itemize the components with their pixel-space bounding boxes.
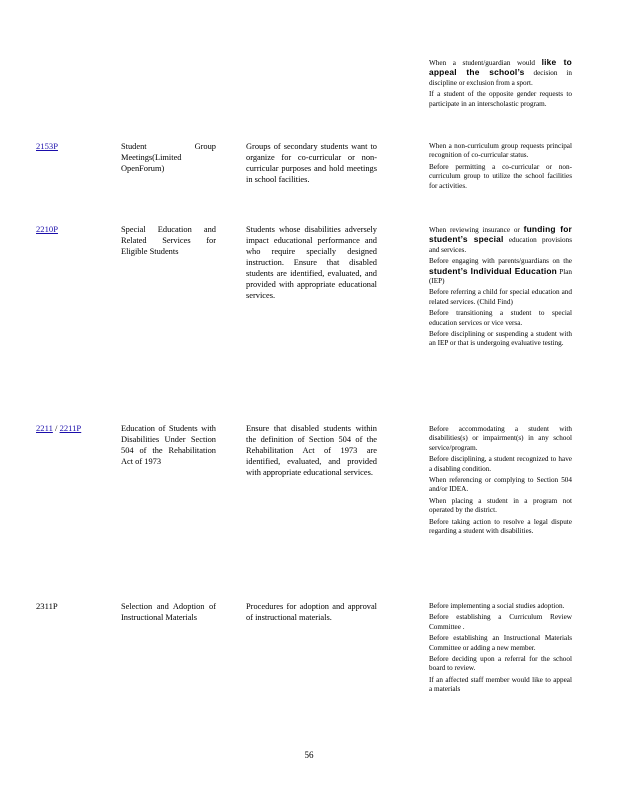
page-number: 56 — [304, 750, 314, 760]
bullet-marker-icon — [418, 257, 429, 286]
bullet-marker-icon — [418, 425, 429, 453]
when-bullet — [418, 58, 572, 88]
bullet-text: Before establishing a Curriculum Review Committee . — [429, 613, 572, 631]
policy-title: Student Group Meetings(Limited OpenForum) — [121, 142, 216, 173]
when-bullet — [418, 676, 572, 695]
bullet-text: When placing a student in a program not operated by the district. — [429, 496, 572, 515]
bullet-text: Before disciplining or suspending a student with an IEP or that is undergoing evaluative testing. — [429, 330, 572, 348]
policy-title: Selection and Adoption of Instructional Materials — [121, 602, 216, 622]
when-bullet — [418, 257, 572, 286]
bullet-marker-icon — [418, 330, 429, 349]
bullet-marker-icon — [418, 497, 429, 516]
policy-link[interactable]: 2153P — [36, 141, 58, 151]
bullet-text: Before accommodating a student with disabilities(s) or impairment(s) in any school service/program. — [429, 425, 572, 452]
policy-link[interactable]: 2211P — [59, 423, 82, 433]
bullet-text: If a student of the opposite gender requests to participate in an interscholastic program. — [429, 90, 572, 108]
when-to-use-column — [418, 225, 572, 351]
when-bullet — [418, 225, 572, 255]
bullet-marker-icon — [418, 163, 429, 191]
bullet-marker-icon — [418, 309, 429, 328]
policy-title: Education of Students with Disabilities Under Section 504 of the Rehabilitation Act of 1973 — [121, 424, 216, 466]
bullet-marker-icon — [418, 58, 429, 88]
bullet-marker-icon — [418, 90, 429, 109]
bullet-marker-icon — [418, 455, 429, 474]
policy-description: Ensure that disabled students within the definition of Section 504 of the Rehabilitation Act of 1973 are identified, evaluated, and provided with appropriate educational services. — [246, 424, 377, 477]
when-bullet — [418, 655, 572, 674]
policy-number — [36, 423, 81, 434]
policy-description: Students whose disabilities adversely impact educational performance and who require specially designed instruction. Ensure that disabled students are identified, evaluated, and provided with appropriate educational services. — [246, 225, 377, 300]
policy-number — [36, 224, 58, 235]
policy-number-text: / — [52, 423, 60, 433]
when-bullet — [418, 602, 572, 611]
policy-number-text: 2311P — [36, 601, 58, 611]
bullet-marker-icon — [418, 655, 429, 674]
bullet-text: When reviewing insurance or funding for student’s special education provisions and services. — [429, 224, 573, 254]
policy-number — [36, 601, 58, 612]
when-bullet — [418, 634, 572, 653]
when-bullet — [418, 497, 572, 516]
bullet-marker-icon — [418, 518, 429, 537]
when-to-use-column — [418, 142, 572, 193]
bullet-text: Before taking action to resolve a legal dispute regarding a student with disabilities. — [429, 517, 572, 536]
policy-link[interactable]: 2211 — [36, 423, 53, 433]
policy-description: Groups of secondary students want to organize for co-curricular or non-curricular purposes and hold meetings in school facilities. — [246, 142, 377, 184]
bullet-text: Before permitting a co-curricular or non-curriculum group to utilize the school facilities for activities. — [429, 162, 572, 190]
bullet-text: When a student/guardian would like to appeal the school’s decision in discipline or exclusion from a sport. — [429, 57, 573, 87]
policy-number — [36, 141, 58, 152]
bullet-text: Before transitioning a student to special education services or vice versa. — [429, 309, 572, 327]
bullet-marker-icon — [418, 602, 429, 611]
bullet-text: Before implementing a social studies adoption. — [429, 602, 565, 610]
bullet-marker-icon — [418, 142, 429, 161]
when-bullet — [418, 455, 572, 474]
when-to-use-column — [418, 58, 572, 111]
bullet-text: If an affected staff member would like to appeal a materials — [429, 675, 572, 694]
when-bullet — [418, 330, 572, 349]
when-bullet — [418, 90, 572, 109]
when-to-use-column — [418, 602, 572, 697]
bullet-text: Before referring a child for special education and related services. (Child Find) — [429, 288, 572, 306]
when-to-use-column — [418, 425, 572, 538]
bullet-text: When referencing or complying to Section 504 and/or IDEA. — [429, 476, 572, 494]
policy-title: Special Education and Related Services for Eligible Students — [121, 225, 216, 256]
when-bullet — [418, 142, 572, 161]
bullet-text: Before engaging with parents/guardians on the student’s Individual Education Plan (IEP) — [429, 257, 573, 286]
bullet-marker-icon — [418, 476, 429, 495]
policy-link[interactable]: 2210P — [36, 224, 58, 234]
bullet-text: Before disciplining, a student recognized to have a disabling condition. — [429, 455, 572, 473]
bullet-text: Before establishing an Instructional Materials Committee or adding a new member. — [429, 634, 572, 652]
when-bullet — [418, 518, 572, 537]
policy-description: Procedures for adoption and approval of instructional materials. — [246, 602, 377, 622]
bullet-marker-icon — [418, 613, 429, 632]
bullet-text: When a non-curriculum group requests principal recognition of co-curricular status. — [429, 142, 572, 160]
bullet-marker-icon — [418, 676, 429, 695]
when-bullet — [418, 163, 572, 191]
bullet-marker-icon — [418, 288, 429, 307]
bullet-marker-icon — [418, 634, 429, 653]
when-bullet — [418, 309, 572, 328]
when-bullet — [418, 288, 572, 307]
bullet-marker-icon — [418, 225, 429, 255]
when-bullet — [418, 476, 572, 495]
when-bullet — [418, 613, 572, 632]
when-bullet — [418, 425, 572, 453]
bullet-text: Before deciding upon a referral for the school board to review. — [429, 655, 572, 673]
